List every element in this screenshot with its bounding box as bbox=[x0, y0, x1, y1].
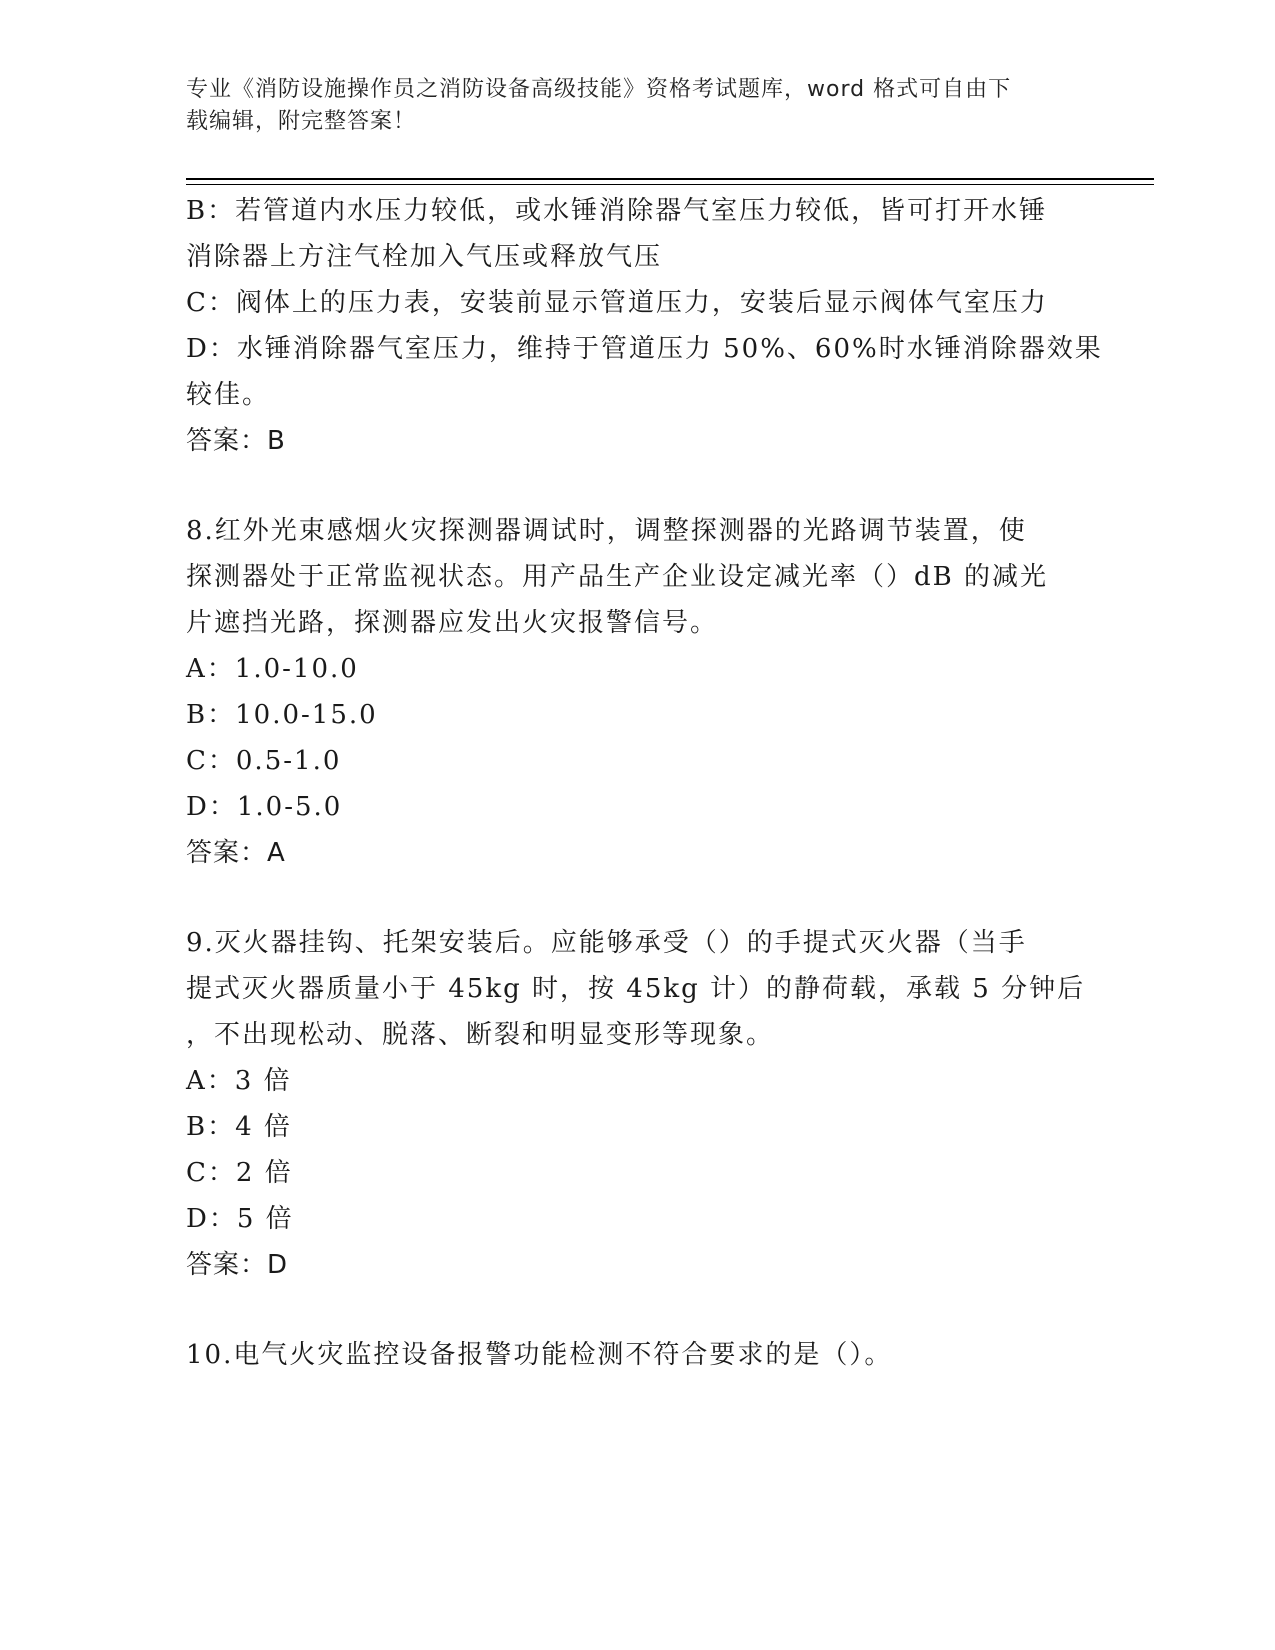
question-10 bbox=[186, 1332, 1086, 1378]
header-line-1: 专业《消防设施操作员之消防设备高级技能》资格考试题库，word 格式可自由下 bbox=[186, 77, 1012, 102]
question-text-line: ，不出现松动、脱落、断裂和明显变形等现象。 bbox=[186, 1020, 775, 1050]
question-8 bbox=[186, 508, 1086, 876]
option-a: A：3 倍 bbox=[186, 1066, 292, 1096]
document-header bbox=[186, 74, 1086, 138]
question-text-line: 10.电气火灾监控设备报警功能检测不符合要求的是（）。 bbox=[186, 1340, 893, 1370]
question-text-line: 9.灭火器挂钩、托架安装后。应能够承受（）的手提式灭火器（当手 bbox=[186, 928, 1027, 958]
question-text-line: 探测器处于正常监视状态。用产品生产企业设定减光率（）dB 的减光 bbox=[186, 562, 1049, 592]
question-9 bbox=[186, 920, 1086, 1288]
option-d-line-2: 较佳。 bbox=[186, 380, 271, 410]
header-rule-thin bbox=[186, 184, 1154, 185]
question-text-line: 提式灭火器质量小于 45kg 时，按 45kg 计）的静荷载，承载 5 分钟后 bbox=[186, 974, 1086, 1004]
header-rule-thick bbox=[186, 178, 1154, 180]
option-b: B：4 倍 bbox=[186, 1112, 292, 1142]
question-text-line: 片遮挡光路，探测器应发出火灾报警信号。 bbox=[186, 608, 719, 638]
header-line-2: 载编辑，附完整答案！ bbox=[186, 109, 417, 134]
answer: 答案：A bbox=[186, 838, 286, 868]
option-a: A：1.0-10.0 bbox=[186, 654, 359, 684]
option-b: B：10.0-15.0 bbox=[186, 700, 378, 730]
option-b-line-1: B：若管道内水压力较低，或水锤消除器气室压力较低，皆可打开水锤 bbox=[186, 196, 1048, 226]
option-d: D：5 倍 bbox=[186, 1204, 294, 1234]
document-body bbox=[186, 188, 1103, 1378]
answer: 答案：D bbox=[186, 1250, 289, 1280]
option-c: C：0.5-1.0 bbox=[186, 746, 342, 776]
option-c: C：阀体上的压力表，安装前显示管道压力，安装后显示阀体气室压力 bbox=[186, 288, 1048, 318]
answer: 答案：B bbox=[186, 426, 286, 456]
option-d-line-1: D：水锤消除器气室压力，维持于管道压力 50%、60%时水锤消除器效果 bbox=[186, 334, 1103, 364]
option-c: C：2 倍 bbox=[186, 1158, 293, 1188]
question-7-tail bbox=[186, 188, 1103, 464]
option-d: D：1.0-5.0 bbox=[186, 792, 343, 822]
question-text-line: 8.红外光束感烟火灾探测器调试时，调整探测器的光路调节装置，使 bbox=[186, 516, 1027, 546]
option-b-line-2: 消除器上方注气栓加入气压或释放气压 bbox=[186, 242, 663, 272]
